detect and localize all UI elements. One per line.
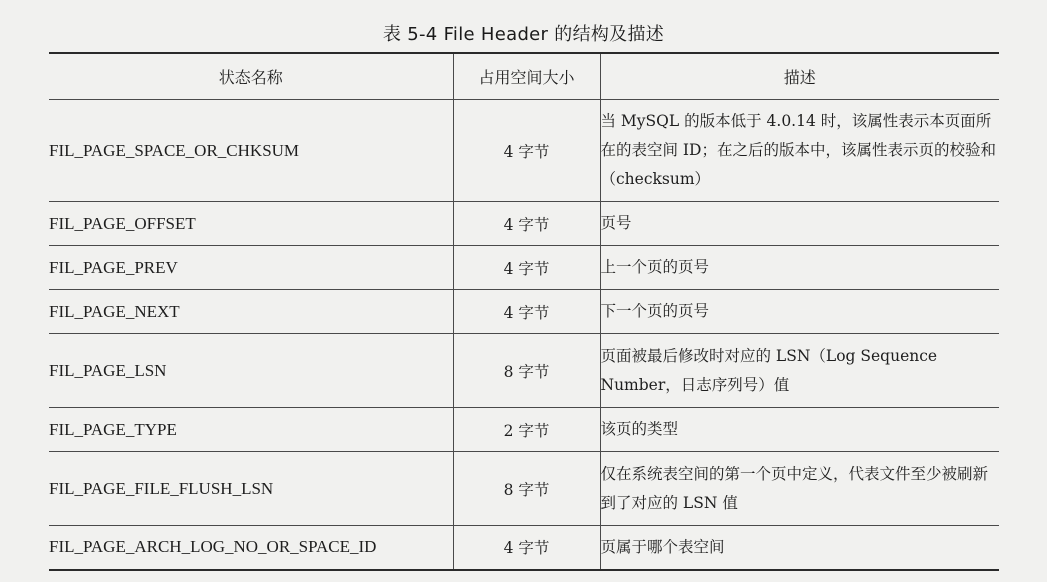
field-size: 8 字节 [453,334,600,408]
field-description: 页属于哪个表空间 [600,526,999,570]
header-name: 状态名称 [49,53,453,100]
field-description: 当 MySQL 的版本低于 4.0.14 时，该属性表示本页面所在的表空间 ID；在之后的版本中，该属性表示页的校验和（checksum） [600,100,999,202]
field-size: 4 字节 [453,526,600,570]
table-caption: 表 5-4 File Header 的结构及描述 [382,24,665,45]
table-row [49,334,999,408]
field-description: 页号 [600,202,999,246]
table-row [49,452,999,526]
file-header-table [49,52,999,571]
table-header-row [49,53,999,100]
field-description: 该页的类型 [600,408,999,452]
field-size: 8 字节 [453,452,600,526]
field-name: FIL_PAGE_PREV [49,246,453,290]
field-name: FIL_PAGE_FILE_FLUSH_LSN [49,452,453,526]
table-row [49,408,999,452]
table-row [49,100,999,202]
table-row [49,202,999,246]
field-name: FIL_PAGE_TYPE [49,408,453,452]
field-name: FIL_PAGE_LSN [49,334,453,408]
field-description: 仅在系统表空间的第一个页中定义，代表文件至少被刷新到了对应的 LSN 值 [600,452,999,526]
field-size: 2 字节 [453,408,600,452]
field-description: 上一个页的页号 [600,246,999,290]
field-name: FIL_PAGE_OFFSET [49,202,453,246]
field-description: 页面被最后修改时对应的 LSN（Log Sequence Number，日志序列号）值 [600,334,999,408]
header-description: 描述 [600,53,999,100]
field-size: 4 字节 [453,290,600,334]
field-size: 4 字节 [453,100,600,202]
header-size: 占用空间大小 [453,53,600,100]
table-row [49,526,999,570]
field-name: FIL_PAGE_NEXT [49,290,453,334]
table-row [49,290,999,334]
field-name: FIL_PAGE_SPACE_OR_CHKSUM [49,100,453,202]
field-description: 下一个页的页号 [600,290,999,334]
field-size: 4 字节 [453,202,600,246]
field-name: FIL_PAGE_ARCH_LOG_NO_OR_SPACE_ID [49,526,453,570]
table-row [49,246,999,290]
field-size: 4 字节 [453,246,600,290]
